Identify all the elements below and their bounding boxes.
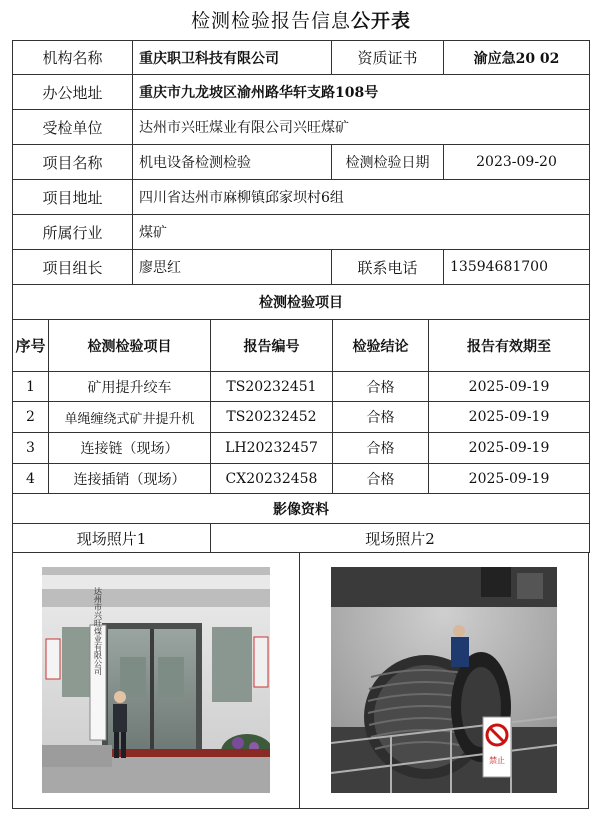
leader-label: 项目组长	[13, 250, 133, 285]
phone-value: 13594681700	[444, 250, 590, 285]
col-header-item: 检测检验项目	[49, 320, 211, 372]
addr-label: 办公地址	[13, 75, 133, 110]
info-table	[12, 40, 590, 285]
site-photo-1	[42, 567, 270, 793]
building-entrance-image	[42, 567, 270, 793]
industry-value: 煤矿	[133, 215, 590, 250]
photo-area	[12, 553, 589, 809]
cert-label: 资质证书	[332, 41, 444, 75]
page-title: 检测检验报告信息公开表	[190, 10, 412, 32]
proj-value: 机电设备检测检验	[133, 145, 332, 180]
phone-label: 联系电话	[332, 250, 444, 285]
org-label: 机构名称	[13, 41, 133, 75]
sign-text: 达州市兴旺煤业有限公司	[93, 587, 103, 675]
proj-label: 项目名称	[13, 145, 133, 180]
addr-value: 重庆市九龙坡区渝州路华轩支路108号	[133, 75, 590, 110]
site-label: 项目地址	[13, 180, 133, 215]
date-label: 检测检验日期	[332, 145, 444, 180]
table-row: 4 连接插销（现场） CX20232458 合格 2025-09-19	[13, 464, 590, 494]
table-row: 3 连接链（现场） LH20232457 合格 2025-09-19	[13, 433, 590, 464]
industry-label: 所属行业	[13, 215, 133, 250]
items-table	[12, 284, 590, 553]
items-section-title: 检测检验项目	[13, 285, 590, 320]
col-header-report: 报告编号	[211, 320, 333, 372]
photo2-label: 现场照片2	[211, 524, 590, 553]
client-label: 受检单位	[13, 110, 133, 145]
table-row: 2 单绳缠绕式矿井提升机 TS20232452 合格 2025-09-19	[13, 402, 590, 433]
table-row: 1 矿用提升绞车 TS20232451 合格 2025-09-19	[13, 372, 590, 402]
org-value: 重庆职卫科技有限公司	[133, 41, 332, 75]
site-value: 四川省达州市麻柳镇邱家坝村6组	[133, 180, 590, 215]
leader-value: 廖思红	[133, 250, 332, 285]
photo1-label: 现场照片1	[13, 524, 211, 553]
client-value: 达州市兴旺煤业有限公司兴旺煤矿	[133, 110, 590, 145]
cert-value: 渝应急20 02	[444, 41, 590, 75]
mine-winch-image	[331, 567, 557, 793]
col-header-result: 检验结论	[333, 320, 429, 372]
col-header-valid: 报告有效期至	[429, 320, 590, 372]
col-header-no: 序号	[13, 320, 49, 372]
warning-sign-text: 禁止	[489, 756, 505, 765]
site-photo-2	[331, 567, 557, 793]
date-value: 2023-09-20	[444, 145, 590, 180]
photo-divider	[299, 553, 300, 809]
images-section-title: 影像资料	[13, 494, 590, 524]
